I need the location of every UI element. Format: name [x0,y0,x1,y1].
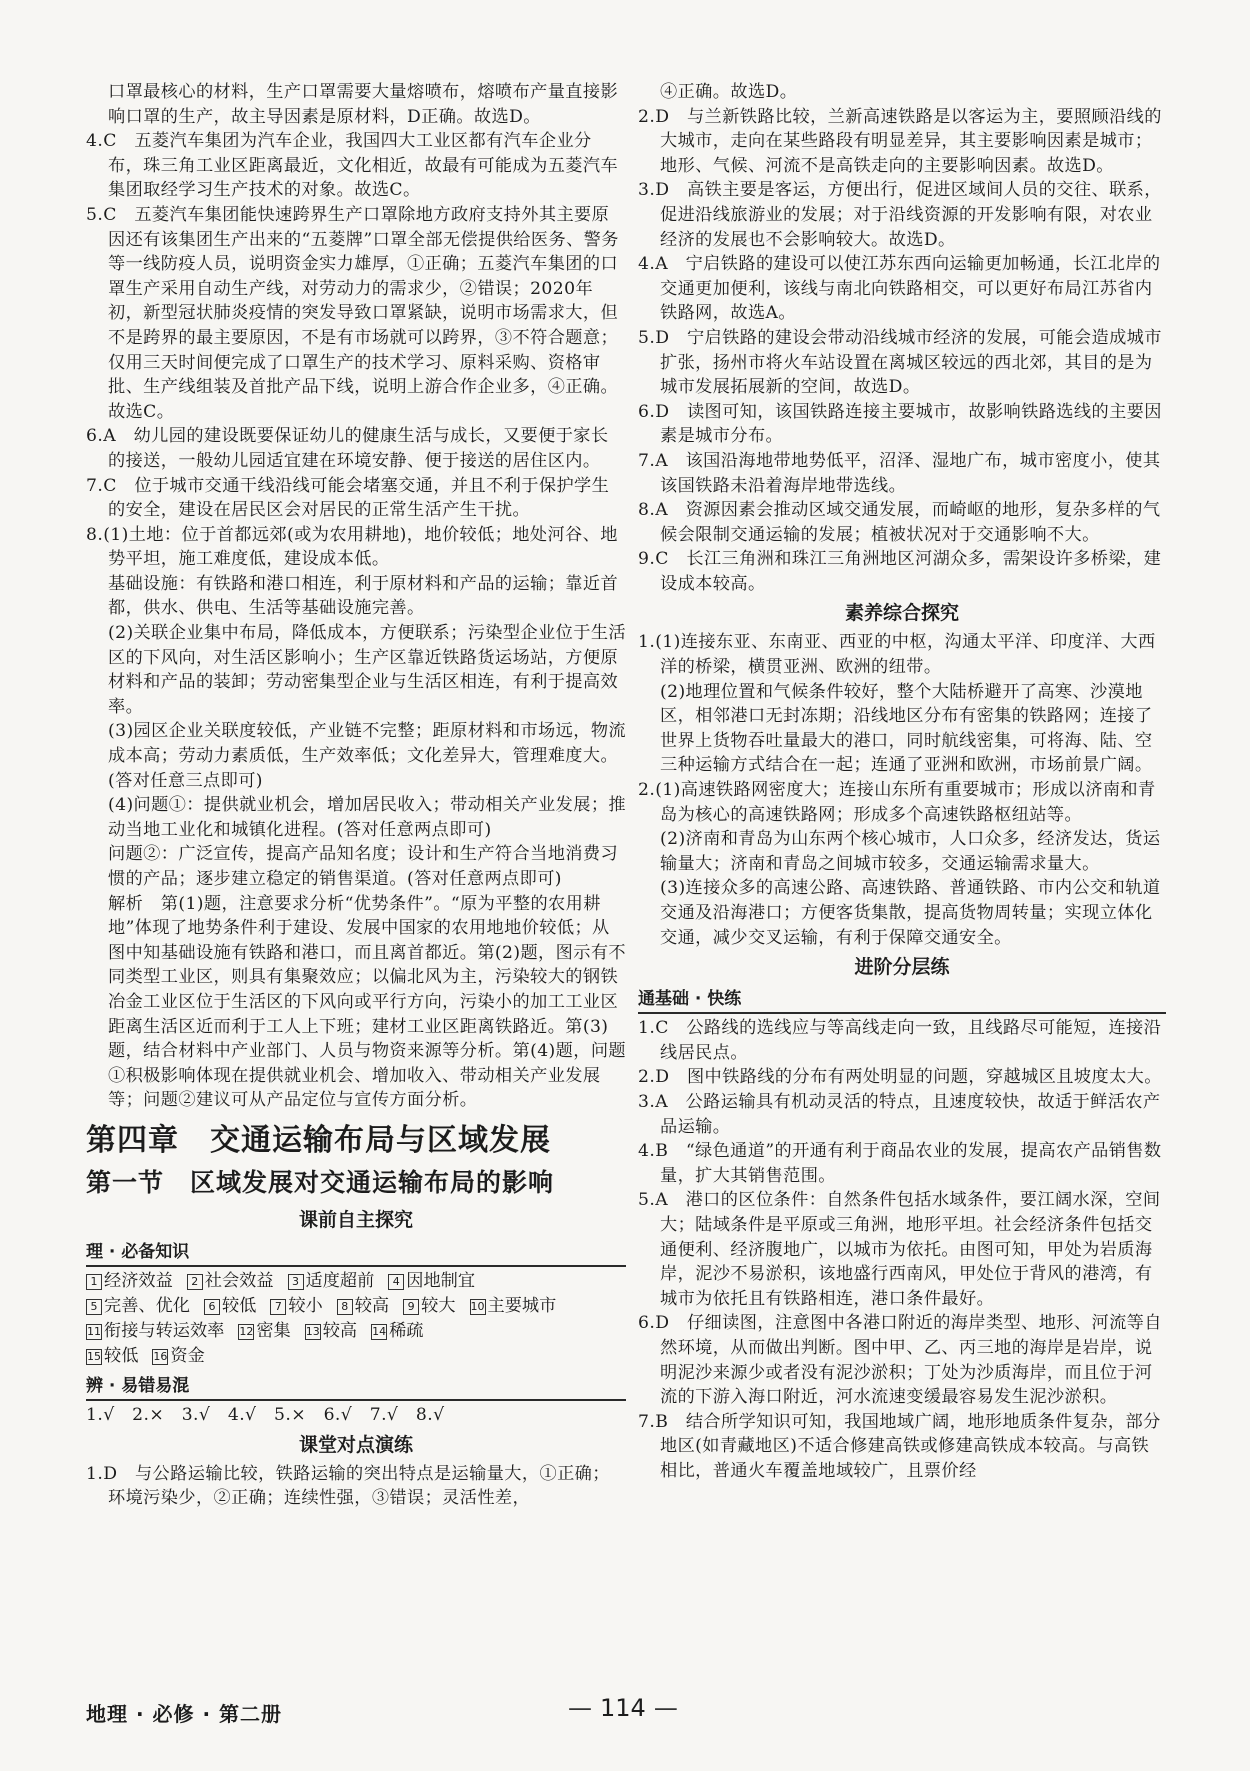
answer-paragraph: 3.A 公路运输具有机动灵活的特点，且速度较快，故适于鲜活农产品运输。 [638,1091,1161,1137]
knowledge-answer [187,1271,274,1291]
answer-paragraph: 2.(1)高速铁路网密度大；连接山东所有重要城市；形成以济南和青岛为核心的高速铁路网；形成多个高速铁路枢纽站等。 [638,780,1156,825]
subheading-classroom: 课堂对点演练 [298,1433,413,1456]
answer-paragraph: 解析 第(1)题，注意要求分析“优势条件”。“原为平整的农用耕地”体现了地势条件利于建设、发展中国家的农用地地价较低；从图中知基础设施有铁路和港口，而且离首都近。第(2)题，图示有不同类型工业区，则具有集聚效应；以偏北风为主，污染较大的钢铁冶金工业区位于生活区的下风向或平行方向，污染小的加工工业区距离生活区近而利于工人上下班；建材工业区距离铁路近。第(3)题，结合材料中产业部门、人员与物资来源等分析。第(4)题，问题①积极影响体现在提供就业机会、增加收入、带动相关产业发展等；问题②建议可从产品定位与宣传方面分析。 [108,893,626,1111]
answer-text: 较大 [421,1295,456,1316]
answer-number-box: 1 [86,1274,102,1290]
answer-number-box: 6 [204,1299,220,1315]
right-answer-list [638,80,1166,596]
knowledge-answer [305,1321,357,1341]
answer-paragraph: 5.D 宁启铁路的建设会带动沿线城市经济的发展，可能会造成城市扩张，扬州市将火车站设置在离城区较远的西北郊，其目的是为城市发展拓展新的空间，故选D。 [638,327,1162,398]
answer-paragraph: 7.C 位于城市交通干线沿线可能会堵塞交通，并且不利于保护学生的安全，建设在居民区会对居民的正常生活产生干扰。 [86,475,610,521]
answer-text: 较高 [322,1320,358,1341]
right-column [638,80,1166,1483]
left-answer-list [86,80,626,1113]
answer-number-box: 15 [87,1349,101,1363]
answer-paragraph: 1.C 公路线的选线应与等高线走向一致，且线路尽可能短，连接沿线居民点。 [638,1018,1162,1063]
answer-text: 适度超前 [305,1270,375,1291]
answer-number-box: 8 [337,1299,353,1315]
answer-paragraph: 7.B 结合所学知识可知，我国地域广阔，地形地质条件复杂，部分地区(如青藏地区)不适合修建高铁或修建高铁成本较高。与高铁相比，普通火车覆盖地域较广，且票价经 [638,1411,1161,1481]
answer-text: 完善、优化 [104,1295,190,1316]
knowledge-answer [337,1296,389,1316]
knowledge-answer [86,1296,190,1316]
answer-number-box: 10 [470,1299,485,1313]
knowledge-answer [86,1346,138,1366]
answer-number-box: 12 [239,1324,254,1338]
answer-number-box: 2 [187,1274,203,1290]
answer-text: 较高 [354,1295,390,1316]
judge-answers: 1.√ 2.× 3.√ 4.√ 5.× 6.√ 7.√ 8.√ [86,1404,445,1425]
answer-paragraph: 3.D 高铁主要是客运，方便出行，促进区域间人员的交往、联系，促进沿线旅游业的发展；对于沿线资源的开发影响有限，对农业经济的发展也不会影响较大。故选D。 [638,180,1162,250]
answer-paragraph: 问题②：广泛宣传，提高产品知名度；设计和生产符合当地消费习惯的产品；逐步建立稳定的销售渠道。(答对任意两点即可) [108,844,619,889]
answer-paragraph: 1.(1)连接东亚、东南亚、西亚的中枢，沟通太平洋、印度洋、大西洋的桥梁，横贯亚洲、欧洲的纽带。 [638,632,1156,678]
answer-paragraph: (3)连接众多的高速公路、高速铁路、普通铁路、市内公交和轨道交通及沿海港口；方便客货集散，提高货物周转量；实现立体化交通，减少交叉运输，有利于保障交通安全。 [660,878,1161,948]
answer-paragraph: 口罩最核心的材料，生产口罩需要大量熔喷布，熔喷布产量直接影响口罩的生产，故主导因素是原材料，D正确。故选D。 [108,82,619,127]
knowledge-line [86,1319,626,1344]
answer-paragraph: 8.(1)土地：位于首都远郊(或为农用耕地)，地价较低；地处河谷、地势平坦，施工难度低，建设成本低。 [86,524,618,570]
answer-paragraph: (3)园区企业关联度较低，产业链不完整；距原材料和市场远，物流成本高；劳动力素质低，生产效率低；文化差异大，管理难度大。(答对任意三点即可) [108,721,626,791]
literacy-answer-list [638,630,1166,950]
answer-paragraph: 2.D 图中铁路线的分布有两处明显的问题，穿越城区且坡度太大。 [638,1067,1162,1088]
answer-paragraph: ④正确。故选D。 [660,82,798,102]
answer-text: 较小 [288,1295,323,1316]
answer-paragraph: 2.D 与兰新铁路比较，兰新高速铁路是以客运为主，要照顾沿线的大城市，走向在某些路段有明显差异，其主要影响因素是城市；地形、气候、河流不是高铁走向的主要影响因素。故选D。 [638,106,1162,176]
answer-number-box: 16 [153,1349,168,1363]
answer-paragraph: 5.A 港口的区位条件：自然条件包括水域条件，要江阔水深，空间大；陆域条件是平原或三角洲，地形平坦。社会经济条件包括交通便利、经济腹地广，以城市为依托。由图可知，甲处为岩质海岸，泥沙不易淤积，该地盛行西南风，甲处位于背风的港湾，有城市为依托且有铁路相连，港口条件最好。 [638,1190,1161,1309]
knowledge-answer [86,1271,173,1291]
knowledge-answer [288,1271,375,1291]
answer-paragraph: 6.A 幼儿园的建设既要保证幼儿的健康生活与成长，又要便于家长的接送，一般幼儿园适宜建在环境安静、便于接送的居住区内。 [86,426,609,471]
tag-essential-knowledge: 理 · 必备知识 [86,1239,626,1267]
tag-easy-confusion: 辨 · 易错易混 [86,1373,626,1401]
answer-text: 较低 [104,1345,139,1366]
answer-paragraph: 8.A 资源因素会推动区域交通发展，而崎岖的地形，复杂多样的气候会限制交通运输的发展；植被状况对于交通影响不大。 [638,500,1161,545]
knowledge-answer [371,1321,423,1341]
answer-paragraph: (2)关联企业集中布局，降低成本，方便联系；污染型企业位于生活区的下风向，对生活区影响小；生产区靠近铁路货运场站，方便原材料和产品的装卸；劳动密集型企业与生活区相连，有利于提高效率。 [108,623,626,717]
answer-text: 经济效益 [104,1270,173,1291]
answer-number-box: 4 [388,1274,404,1290]
answer-number-box: 14 [372,1324,387,1338]
answer-text: 稀疏 [389,1320,424,1341]
knowledge-answer [86,1321,224,1341]
answer-paragraph: 6.D 仔细读图，注意图中各港口附近的海岸类型、地形、河流等自然环境，从而做出判断。图中甲、乙、丙三地的海岸是岩岸，说明泥沙来源少或者没有泥沙淤积；丁处为沙质海岸，而且位于河流的下游入海口附近，河水流速变缓最容易发生泥沙淤积。 [638,1313,1162,1408]
answer-text: 衔接与转运效率 [104,1320,225,1341]
subheading-preclass: 课前自主探究 [298,1208,413,1231]
knowledge-answer [470,1296,557,1316]
tag-basic-practice: 通基础 · 快练 [638,986,1166,1014]
answer-paragraph: (2)济南和青岛为山东两个核心城市，人口众多，经济发达，货运输量大；济南和青岛之间城市较多，交通运输需求量大。 [660,829,1161,874]
knowledge-answer [152,1346,204,1366]
knowledge-line [86,1269,626,1294]
knowledge-line [86,1344,626,1369]
classroom-answer-1: 1.D 与公路运输比较，铁路运输的突出特点是运输量大，①正确；环境污染少，②正确；连续性强，③错误；灵活性差， [86,1463,610,1509]
knowledge-answer [403,1296,455,1316]
answer-paragraph: 4.A 宁启铁路的建设可以使江苏东西向运输更加畅通，长江北岸的交通更加便利，该线与南北向铁路相交，可以更好布局江苏省内铁路网，故选A。 [638,254,1161,324]
knowledge-answer [270,1296,322,1316]
answer-text: 密集 [256,1320,291,1341]
page-number: — 114 — [560,1694,686,1722]
answer-number-box: 11 [87,1324,101,1338]
left-column [86,80,626,1511]
answer-text: 社会效益 [204,1270,274,1291]
knowledge-answer [388,1271,475,1291]
answer-text: 较低 [221,1295,257,1316]
basic-answer-list [638,1016,1166,1483]
answer-paragraph: 7.A 该国沿海地带地势低平，沼泽、湿地广布，城市密度小，使其该国铁路未沿着海岸地带选线。 [638,450,1161,496]
section-title: 第一节 区域发展对交通运输布局的影响 [86,1167,555,1197]
answer-number-box: 5 [86,1299,102,1315]
chapter-title: 第四章 交通运输布局与区域发展 [86,1122,551,1158]
answer-number-box: 13 [305,1324,320,1338]
subheading-literacy: 素养综合探究 [844,602,959,625]
answer-number-box: 9 [403,1299,419,1315]
answer-text: 资金 [170,1345,205,1366]
subheading-advanced: 进阶分层练 [854,956,950,979]
knowledge-answers [86,1269,626,1369]
answer-paragraph: 4.C 五菱汽车集团为汽车企业，我国四大工业区都有汽车企业分布，珠三角工业区距离最近，文化相近，故最有可能成为五菱汽车集团取经学习生产技术的对象。故选C。 [86,131,619,201]
knowledge-answer [238,1321,290,1341]
answer-paragraph: 基础设施：有铁路和港口相连，利于原材料和产品的运输；靠近首都，供水、供电、生活等基础设施完善。 [108,573,619,619]
answer-paragraph: (4)问题①：提供就业机会，增加居民收入；带动相关产业发展；推动当地工业化和城镇化进程。(答对任意两点即可) [108,795,626,840]
answer-paragraph: 5.C 五菱汽车集团能快速跨界生产口罩除地方政府支持外其主要原因还有该集团生产出来的“五菱牌”口罩全部无偿提供给医务、警务等一线防疫人员，说明资金实力雄厚，①正确；五菱汽车集团的口罩生产采用自动生产线，对劳动力的需求少，②错误；2020年初，新型冠状肺炎疫情的突发导致口罩紧缺，说明市场需求大，但不是跨界的最主要原因，不是有市场就可以跨界，③不符合题意；仅用三天时间便完成了口罩生产的技术学习、原料采购、资格审批、生产线组装及首批产品下线，说明上游合作企业多，④正确。故选C。 [86,204,619,422]
answer-number-box: 7 [270,1299,286,1315]
answer-paragraph: 4.B “绿色通道”的开通有利于商品农业的发展，提高农产品销售数量，扩大其销售范围。 [638,1141,1162,1186]
answer-text: 因地制宜 [406,1270,476,1291]
book-label: 地理 · 必修 · 第二册 [86,1702,283,1726]
answer-text: 主要城市 [487,1295,557,1316]
knowledge-answer [204,1296,256,1316]
answer-paragraph: 9.C 长江三角洲和珠江三角洲地区河湖众多，需架设许多桥梁，建设成本较高。 [638,549,1162,594]
knowledge-line [86,1294,626,1319]
answer-paragraph: 6.D 读图可知，该国铁路连接主要城市，故影响铁路选线的主要因素是城市分布。 [638,401,1162,447]
answer-number-box: 3 [288,1274,304,1290]
answer-paragraph: (2)地理位置和气候条件较好，整个大陆桥避开了高寒、沙漠地区，相邻港口无封冻期；沿线地区分布有密集的铁路网；连接了世界上货物吞吐量最大的港口，同时航线密集，可将海、陆、空三种运输方式结合在一起；连通了亚洲和欧洲，市场前景广阔。 [660,681,1153,776]
